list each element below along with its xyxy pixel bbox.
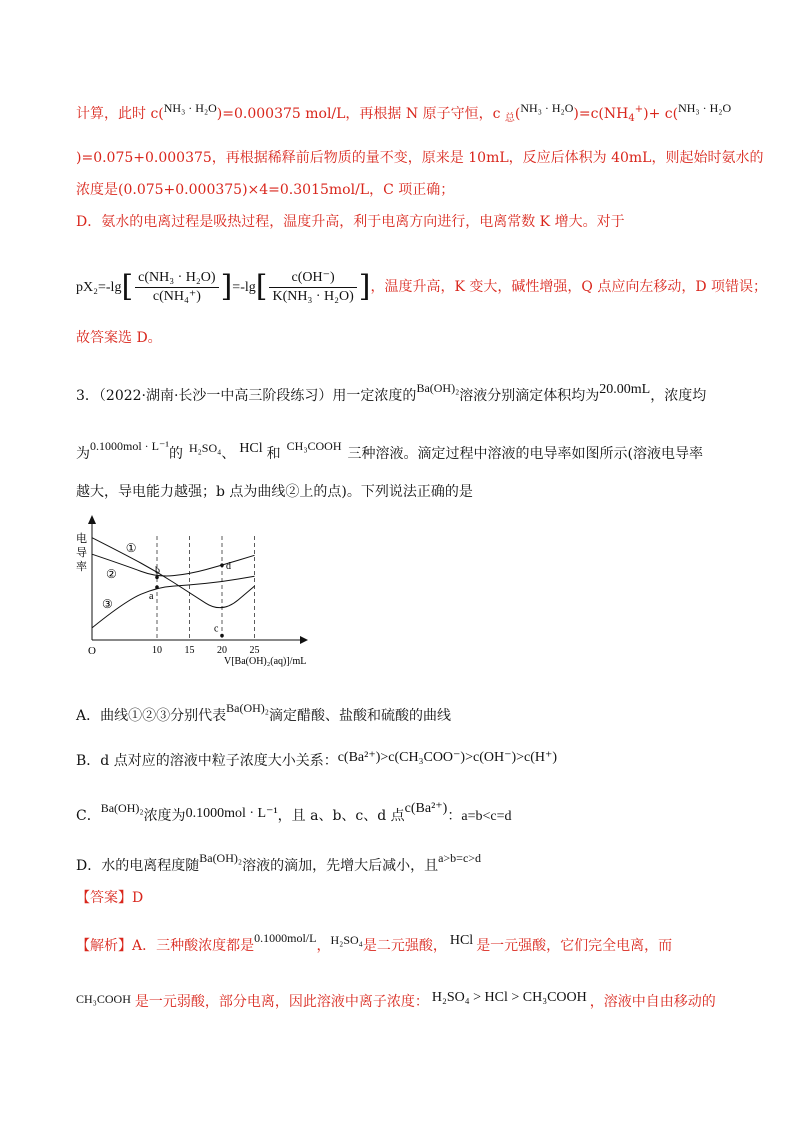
point-label-d: d: [226, 561, 231, 573]
point-label-c: c: [214, 623, 219, 635]
bracket-left: [: [121, 269, 134, 304]
explain-line-2: )=0.075+0.000375，再根据稀释前后物质的量不变，原来是 10mL，反应后体积为 40mL，则起始时氨水的: [76, 150, 764, 166]
formula-ch3cooh: CH₃COOH: [76, 992, 131, 1006]
text-segment: 浓度为: [143, 808, 186, 824]
px-equation-line: [76, 262, 767, 312]
fraction-1-numerator: c(NH₃ · H₂O): [135, 269, 218, 288]
curve-3: [92, 576, 255, 628]
concentration-value: 0.1000mol · L⁻¹: [90, 439, 169, 453]
option-a: [76, 698, 451, 726]
subscript-4: 4: [628, 113, 635, 124]
formula-nh3h2o: NH₃ · H₂O: [520, 101, 574, 115]
text-segment: 的: [168, 446, 183, 462]
text-segment: (: [514, 106, 521, 122]
text-segment: 计算，此时 c(: [76, 106, 164, 122]
y-axis-label: [76, 531, 87, 573]
option-b: [76, 748, 557, 771]
curve-label-3: ③: [102, 597, 113, 611]
text-segment: )+ c(: [643, 106, 679, 122]
formula-ch3cooh: CH₃COOH: [286, 439, 342, 453]
formula-hcl: HCl: [239, 441, 263, 456]
x-axis-label: V[Ba(OH)₂(aq)]/mL: [224, 656, 307, 667]
text-segment: ，: [316, 938, 331, 954]
point-label-b: b: [155, 565, 160, 577]
formula-hcl: HCl: [449, 933, 474, 948]
y-axis-label-char: 电: [76, 533, 87, 545]
answer-line: 【答案】D: [76, 890, 144, 906]
fraction-2: [269, 269, 356, 306]
text-segment: A．三种酸浓度都是: [132, 938, 255, 954]
origin-label: O: [88, 645, 96, 657]
formula-baoh2: Ba(OH)₂: [100, 801, 144, 815]
point-c: [220, 634, 224, 638]
point-a: [155, 585, 159, 589]
formula-h2so4: H₂SO₄: [330, 933, 363, 947]
text-segment: 和: [266, 446, 281, 462]
text-segment: ，且 a、b、c、d 点: [277, 808, 405, 824]
curve-label-2: ②: [106, 567, 117, 581]
curve-label-1: ①: [125, 541, 137, 555]
question-line-3: 越大，导电能力越强；b 点为曲线②上的点)。下列说法正确的是: [76, 484, 473, 500]
text-segment: )=c(NH: [573, 106, 629, 122]
text-segment: D．水的电离程度随: [76, 858, 200, 874]
x-tick-label: 25: [249, 645, 260, 656]
equation-mid: =-lg: [232, 280, 256, 295]
formula-baoh2: Ba(OH)₂: [226, 701, 269, 715]
text-segment: 溶液的滴加，先增大后减小，且: [242, 858, 439, 874]
option-d: [76, 848, 481, 876]
explain-line-3: 浓度是(0.075+0.000375)×4=0.3015mol/L，C 项正确；: [76, 182, 455, 198]
point-d: [220, 563, 224, 567]
relation: ：a=b<c=d: [447, 809, 512, 824]
text-segment: ，溶液中自由移动的: [589, 994, 716, 1010]
x-axis-arrow: [300, 636, 308, 644]
text-segment: 是二元强酸，: [362, 938, 447, 954]
text-segment: )=0.000375 mol/L，再根据 N 原子守恒，c: [216, 106, 505, 122]
x-tick-label: 15: [184, 645, 195, 656]
text-segment: 是一元弱酸，部分电离，因此溶液中离子浓度：: [134, 994, 429, 1010]
subscript-total: 总: [504, 113, 515, 124]
fraction-1-denominator: c(NH₄⁺): [152, 288, 201, 304]
analysis-line-2: [76, 988, 716, 1012]
conductivity-chart: [76, 512, 316, 672]
formula-baoh2: Ba(OH)₂: [416, 381, 460, 395]
formula-c-ba: c(Ba²⁺): [404, 801, 448, 816]
text-segment: C．: [76, 808, 101, 824]
text-segment: 为: [76, 446, 90, 462]
text-segment: 是一元强酸，它们完全电离，而: [476, 938, 673, 954]
bracket-right-2: ]: [358, 269, 371, 304]
concentration-value: 0.1000mol · L⁻¹: [185, 806, 278, 821]
text-segment: 3．（2022·湖南·长沙一中高三阶段练习）用一定浓度的: [76, 388, 417, 404]
text-segment: B．d 点对应的溶液中粒子浓度大小关系：: [76, 753, 338, 769]
y-axis-label-char: 导: [76, 547, 87, 559]
option-c: [76, 798, 511, 827]
equation-tail: ，温度升高，K 变大，碱性增强，Q 点应向左移动，D 项错误；: [370, 279, 768, 295]
bracket-left-2: [: [255, 269, 268, 304]
question-line-2: [76, 436, 703, 464]
y-axis-arrow: [88, 515, 96, 524]
text-segment: 、: [221, 446, 236, 462]
superscript-plus: +: [634, 104, 644, 115]
concentration-order: c(Ba²⁺)>c(CH₃COO⁻)>c(OH⁻)>c(H⁺): [337, 750, 558, 765]
question-line-1: [76, 378, 706, 406]
text-segment: 滴定醋酸、盐酸和硫酸的曲线: [268, 708, 451, 724]
text-segment: ，浓度均: [650, 388, 707, 404]
acid-order: H₂SO₄ > HCl > CH₃COOH: [431, 990, 587, 1005]
analysis-label: 【解析】: [76, 938, 132, 954]
volume-value: 20.00mL: [599, 382, 651, 397]
fraction-1: [135, 269, 218, 306]
text-segment: 溶液分别滴定体积均为: [459, 388, 600, 404]
formula-nh3h2o: NH₃ · H₂O: [678, 101, 732, 115]
text-segment: A．曲线①②③分别代表: [76, 708, 227, 724]
x-tick-label: 10: [152, 645, 162, 656]
explain-line-4: D．氨水的电离过程是吸热过程，温度升高，利于电离方向进行，电离常数 K 增大。对于: [76, 214, 625, 230]
explain-line-1: [76, 98, 731, 129]
point-label-a: a: [149, 591, 154, 603]
fraction-2-numerator: c(OH⁻): [269, 269, 356, 288]
explain-line-6: 故答案选 D。: [76, 330, 162, 346]
concentration-value: 0.1000mol/L: [254, 931, 317, 945]
relation: a>b=c>d: [438, 851, 482, 865]
equation-lhs: pX₂=-lg: [76, 280, 122, 295]
formula-h2so4: H₂SO₄: [188, 441, 222, 455]
bracket-right: ]: [220, 269, 233, 304]
x-tick-label: 20: [217, 645, 227, 656]
fraction-2-denominator: K(NH₃ · H₂O): [272, 288, 354, 304]
y-axis-label-char: 率: [76, 561, 87, 573]
formula-baoh2: Ba(OH)₂: [199, 851, 243, 865]
analysis-line-1: [76, 928, 672, 956]
text-segment: 三种溶液。滴定过程中溶液的电导率如图所示(溶液电导率: [347, 446, 703, 462]
formula-nh3h2o: NH₃ · H₂O: [163, 101, 217, 115]
